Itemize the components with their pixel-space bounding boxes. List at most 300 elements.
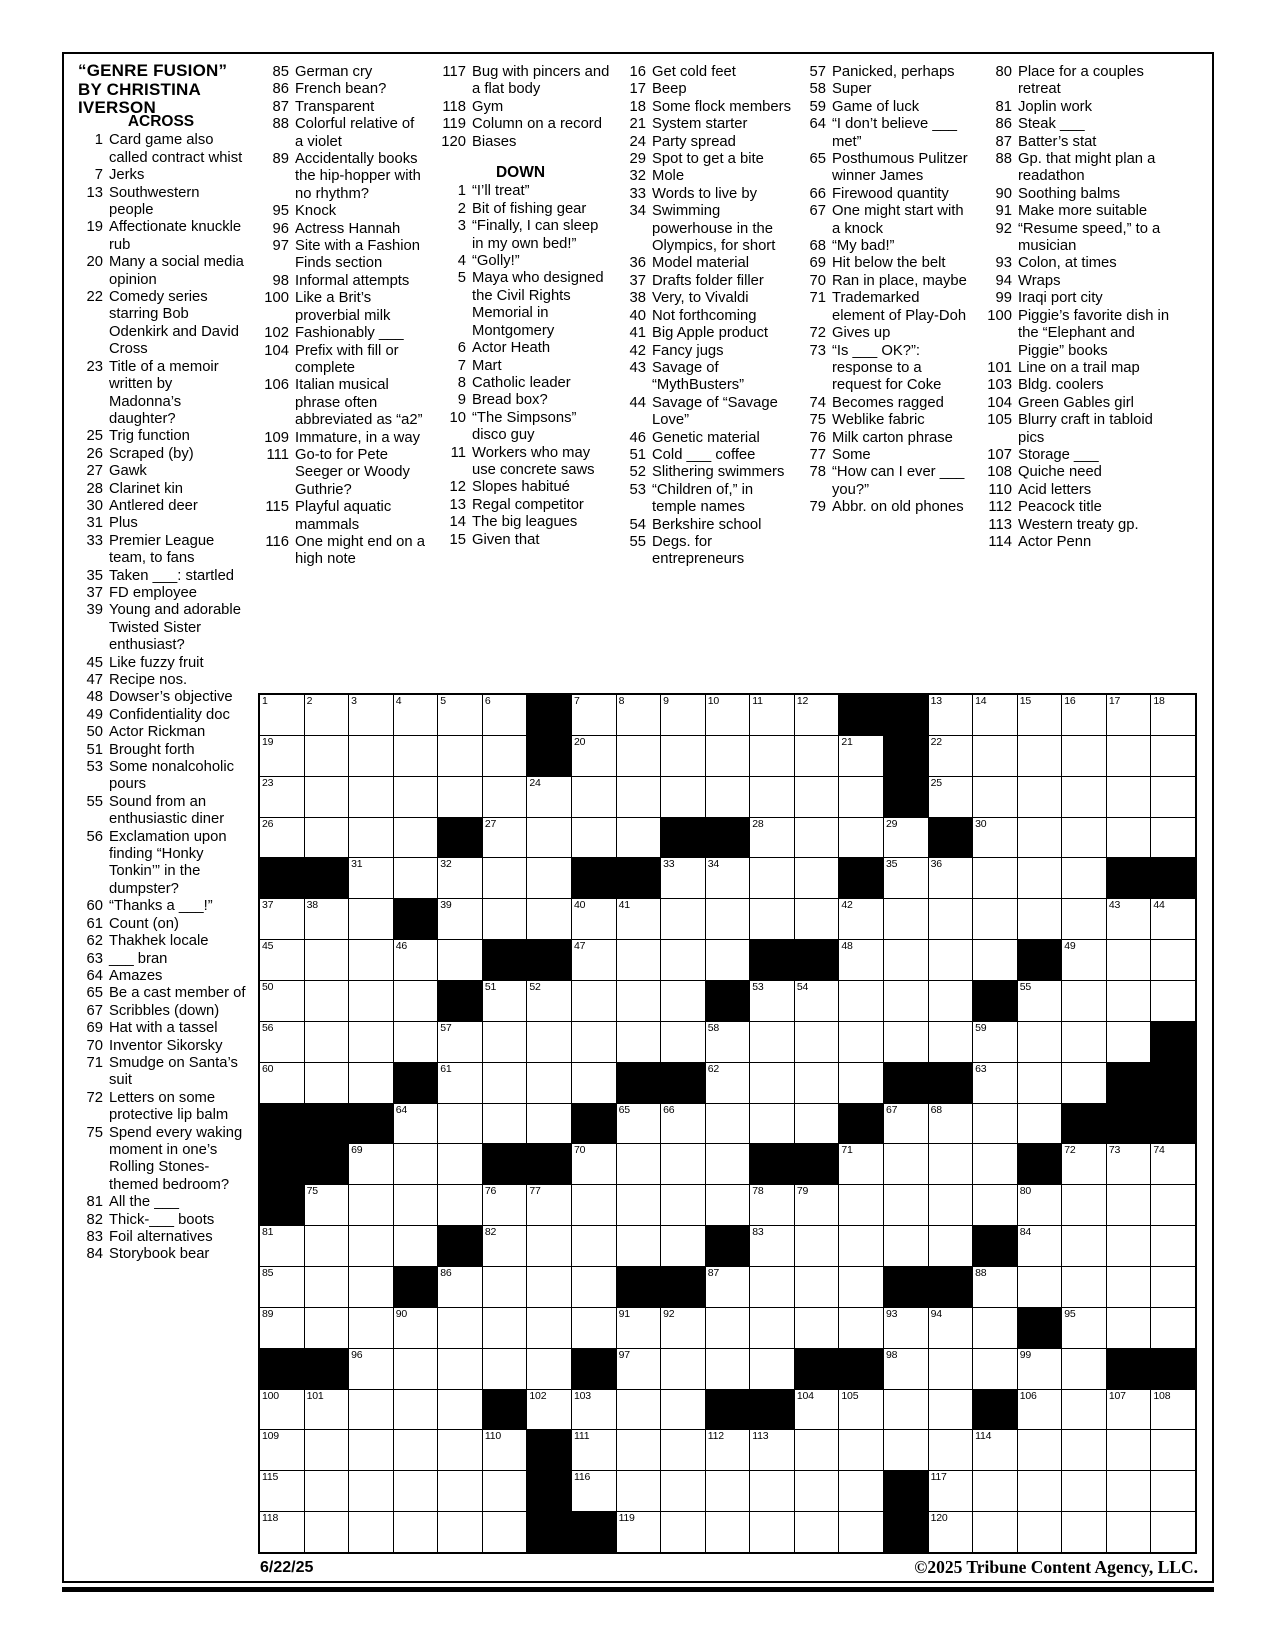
grid-cell[interactable] <box>438 1390 482 1430</box>
grid-cell[interactable] <box>795 1471 839 1511</box>
grid-cell[interactable] <box>661 777 705 817</box>
grid-cell[interactable] <box>349 1390 393 1430</box>
grid-cell[interactable] <box>349 858 393 898</box>
grid-cell[interactable] <box>483 736 527 776</box>
grid-cell[interactable] <box>572 940 616 980</box>
grid-cell[interactable] <box>527 1185 571 1225</box>
grid-cell[interactable] <box>438 1512 482 1552</box>
grid-cell[interactable] <box>929 940 973 980</box>
grid-cell[interactable] <box>1107 899 1151 939</box>
grid-cell[interactable] <box>1062 1185 1106 1225</box>
grid-cell[interactable] <box>661 1349 705 1389</box>
grid-cell[interactable] <box>527 1390 571 1430</box>
grid-cell[interactable] <box>929 1471 973 1511</box>
grid-cell[interactable] <box>1062 1430 1106 1470</box>
grid-cell[interactable] <box>617 736 661 776</box>
grid-cell[interactable] <box>483 777 527 817</box>
grid-cell[interactable] <box>929 1430 973 1470</box>
grid-cell[interactable] <box>1018 818 1062 858</box>
grid-cell[interactable] <box>795 736 839 776</box>
grid-cell[interactable] <box>572 1022 616 1062</box>
grid-cell[interactable] <box>973 1512 1017 1552</box>
grid-cell[interactable] <box>260 695 304 735</box>
grid-cell[interactable] <box>973 777 1017 817</box>
grid-cell[interactable] <box>661 695 705 735</box>
grid-cell[interactable] <box>1107 981 1151 1021</box>
grid-cell[interactable] <box>973 1471 1017 1511</box>
grid-cell[interactable] <box>795 1104 839 1144</box>
grid-cell[interactable] <box>617 1390 661 1430</box>
grid-cell[interactable] <box>706 1022 750 1062</box>
grid-cell[interactable] <box>1151 736 1195 776</box>
grid-cell[interactable] <box>1018 981 1062 1021</box>
grid-cell[interactable] <box>795 1267 839 1307</box>
grid-cell[interactable] <box>929 1390 973 1430</box>
grid-cell[interactable] <box>706 1063 750 1103</box>
grid-cell[interactable] <box>349 1471 393 1511</box>
grid-cell[interactable] <box>617 1349 661 1389</box>
grid-cell[interactable] <box>572 1267 616 1307</box>
grid-cell[interactable] <box>260 981 304 1021</box>
grid-cell[interactable] <box>795 1308 839 1348</box>
grid-cell[interactable] <box>795 1390 839 1430</box>
grid-cell[interactable] <box>349 818 393 858</box>
grid-cell[interactable] <box>527 777 571 817</box>
grid-cell[interactable] <box>394 1144 438 1184</box>
grid-cell[interactable] <box>617 1308 661 1348</box>
grid-cell[interactable] <box>1107 1512 1151 1552</box>
grid-cell[interactable] <box>1018 1185 1062 1225</box>
grid-cell[interactable] <box>973 1349 1017 1389</box>
grid-cell[interactable] <box>349 981 393 1021</box>
grid-cell[interactable] <box>305 1022 349 1062</box>
grid-cell[interactable] <box>1151 940 1195 980</box>
grid-cell[interactable] <box>884 1308 928 1348</box>
grid-cell[interactable] <box>349 1308 393 1348</box>
grid-cell[interactable] <box>483 1185 527 1225</box>
grid-cell[interactable] <box>1107 1022 1151 1062</box>
grid-cell[interactable] <box>527 858 571 898</box>
grid-cell[interactable] <box>483 1104 527 1144</box>
grid-cell[interactable] <box>973 1185 1017 1225</box>
grid-cell[interactable] <box>795 1063 839 1103</box>
grid-cell[interactable] <box>706 1104 750 1144</box>
grid-cell[interactable] <box>483 858 527 898</box>
grid-cell[interactable] <box>1018 858 1062 898</box>
grid-cell[interactable] <box>394 736 438 776</box>
grid-cell[interactable] <box>706 1267 750 1307</box>
grid-cell[interactable] <box>929 695 973 735</box>
grid-cell[interactable] <box>260 736 304 776</box>
grid-cell[interactable] <box>839 736 883 776</box>
grid-cell[interactable] <box>1062 1226 1106 1266</box>
grid-cell[interactable] <box>1062 1512 1106 1552</box>
grid-cell[interactable] <box>706 1144 750 1184</box>
grid-cell[interactable] <box>1151 1308 1195 1348</box>
grid-cell[interactable] <box>750 695 794 735</box>
grid-cell[interactable] <box>260 1512 304 1552</box>
grid-cell[interactable] <box>1062 1390 1106 1430</box>
grid-cell[interactable] <box>750 1022 794 1062</box>
grid-cell[interactable] <box>1107 1471 1151 1511</box>
grid-cell[interactable] <box>483 899 527 939</box>
grid-cell[interactable] <box>884 981 928 1021</box>
grid-cell[interactable] <box>483 1267 527 1307</box>
grid-cell[interactable] <box>1151 1430 1195 1470</box>
grid-cell[interactable] <box>617 1430 661 1470</box>
grid-cell[interactable] <box>260 1226 304 1266</box>
grid-cell[interactable] <box>1018 695 1062 735</box>
grid-cell[interactable] <box>483 818 527 858</box>
grid-cell[interactable] <box>617 1512 661 1552</box>
grid-cell[interactable] <box>438 695 482 735</box>
grid-cell[interactable] <box>438 858 482 898</box>
grid-cell[interactable] <box>1018 736 1062 776</box>
grid-cell[interactable] <box>1062 1022 1106 1062</box>
grid-cell[interactable] <box>929 899 973 939</box>
grid-cell[interactable] <box>483 1430 527 1470</box>
grid-cell[interactable] <box>527 1022 571 1062</box>
grid-cell[interactable] <box>750 1471 794 1511</box>
grid-cell[interactable] <box>1062 818 1106 858</box>
grid-cell[interactable] <box>706 1349 750 1389</box>
grid-cell[interactable] <box>839 940 883 980</box>
grid-cell[interactable] <box>706 1430 750 1470</box>
grid-cell[interactable] <box>1018 899 1062 939</box>
grid-cell[interactable] <box>1151 1390 1195 1430</box>
grid-cell[interactable] <box>260 777 304 817</box>
grid-cell[interactable] <box>1018 1512 1062 1552</box>
grid-cell[interactable] <box>349 940 393 980</box>
grid-cell[interactable] <box>349 1185 393 1225</box>
grid-cell[interactable] <box>750 1226 794 1266</box>
grid-cell[interactable] <box>884 1226 928 1266</box>
grid-cell[interactable] <box>1107 1185 1151 1225</box>
grid-cell[interactable] <box>305 940 349 980</box>
grid-cell[interactable] <box>572 777 616 817</box>
grid-cell[interactable] <box>394 818 438 858</box>
grid-cell[interactable] <box>483 1471 527 1511</box>
grid-cell[interactable] <box>1107 1267 1151 1307</box>
grid-cell[interactable] <box>305 818 349 858</box>
grid-cell[interactable] <box>795 1512 839 1552</box>
grid-cell[interactable] <box>929 1308 973 1348</box>
grid-cell[interactable] <box>1018 1226 1062 1266</box>
grid-cell[interactable] <box>973 736 1017 776</box>
grid-cell[interactable] <box>750 1063 794 1103</box>
grid-cell[interactable] <box>929 858 973 898</box>
grid-cell[interactable] <box>973 818 1017 858</box>
grid-cell[interactable] <box>617 818 661 858</box>
grid-cell[interactable] <box>617 1185 661 1225</box>
grid-cell[interactable] <box>305 1512 349 1552</box>
grid-cell[interactable] <box>394 1390 438 1430</box>
grid-cell[interactable] <box>260 899 304 939</box>
grid-cell[interactable] <box>1107 1390 1151 1430</box>
grid-cell[interactable] <box>661 1390 705 1430</box>
grid-cell[interactable] <box>661 858 705 898</box>
grid-cell[interactable] <box>1151 1144 1195 1184</box>
grid-cell[interactable] <box>839 777 883 817</box>
grid-cell[interactable] <box>527 818 571 858</box>
grid-cell[interactable] <box>1062 1471 1106 1511</box>
grid-cell[interactable] <box>661 1144 705 1184</box>
grid-cell[interactable] <box>1151 1267 1195 1307</box>
grid-cell[interactable] <box>973 695 1017 735</box>
grid-cell[interactable] <box>750 1349 794 1389</box>
grid-cell[interactable] <box>349 695 393 735</box>
grid-cell[interactable] <box>260 1063 304 1103</box>
grid-cell[interactable] <box>438 1308 482 1348</box>
grid-cell[interactable] <box>750 1430 794 1470</box>
grid-cell[interactable] <box>929 1349 973 1389</box>
grid-cell[interactable] <box>750 1104 794 1144</box>
grid-cell[interactable] <box>839 1308 883 1348</box>
grid-cell[interactable] <box>1062 899 1106 939</box>
grid-cell[interactable] <box>349 899 393 939</box>
grid-cell[interactable] <box>617 899 661 939</box>
grid-cell[interactable] <box>1062 981 1106 1021</box>
grid-cell[interactable] <box>1151 695 1195 735</box>
grid-cell[interactable] <box>527 1104 571 1144</box>
grid-cell[interactable] <box>929 1512 973 1552</box>
grid-cell[interactable] <box>706 858 750 898</box>
grid-cell[interactable] <box>305 1390 349 1430</box>
grid-cell[interactable] <box>839 1430 883 1470</box>
grid-cell[interactable] <box>394 1308 438 1348</box>
grid-cell[interactable] <box>305 1308 349 1348</box>
grid-cell[interactable] <box>572 1226 616 1266</box>
grid-cell[interactable] <box>305 1185 349 1225</box>
grid-cell[interactable] <box>483 1308 527 1348</box>
grid-cell[interactable] <box>973 1144 1017 1184</box>
grid-cell[interactable] <box>394 1349 438 1389</box>
grid-cell[interactable] <box>884 1144 928 1184</box>
grid-cell[interactable] <box>929 1022 973 1062</box>
grid-cell[interactable] <box>305 736 349 776</box>
grid-cell[interactable] <box>572 1430 616 1470</box>
grid-cell[interactable] <box>349 1226 393 1266</box>
grid-cell[interactable] <box>1062 695 1106 735</box>
grid-cell[interactable] <box>1062 777 1106 817</box>
grid-cell[interactable] <box>1151 1471 1195 1511</box>
grid-cell[interactable] <box>483 1022 527 1062</box>
grid-cell[interactable] <box>973 858 1017 898</box>
grid-cell[interactable] <box>572 1471 616 1511</box>
grid-cell[interactable] <box>617 695 661 735</box>
grid-cell[interactable] <box>795 981 839 1021</box>
grid-cell[interactable] <box>661 736 705 776</box>
grid-cell[interactable] <box>394 1430 438 1470</box>
grid-cell[interactable] <box>1151 1185 1195 1225</box>
grid-cell[interactable] <box>260 1308 304 1348</box>
grid-cell[interactable] <box>349 736 393 776</box>
grid-cell[interactable] <box>839 1471 883 1511</box>
grid-cell[interactable] <box>1107 736 1151 776</box>
grid-cell[interactable] <box>929 1226 973 1266</box>
grid-cell[interactable] <box>750 1185 794 1225</box>
grid-cell[interactable] <box>1018 1063 1062 1103</box>
grid-cell[interactable] <box>661 1185 705 1225</box>
grid-cell[interactable] <box>394 858 438 898</box>
grid-cell[interactable] <box>1107 1144 1151 1184</box>
grid-cell[interactable] <box>1062 1144 1106 1184</box>
grid-cell[interactable] <box>839 1185 883 1225</box>
grid-cell[interactable] <box>305 1471 349 1511</box>
grid-cell[interactable] <box>438 1144 482 1184</box>
grid-cell[interactable] <box>839 1022 883 1062</box>
grid-cell[interactable] <box>438 1022 482 1062</box>
grid-cell[interactable] <box>795 1185 839 1225</box>
grid-cell[interactable] <box>394 1471 438 1511</box>
grid-cell[interactable] <box>706 940 750 980</box>
grid-cell[interactable] <box>260 818 304 858</box>
grid-cell[interactable] <box>661 1430 705 1470</box>
grid-cell[interactable] <box>661 981 705 1021</box>
grid-cell[interactable] <box>795 1022 839 1062</box>
grid-cell[interactable] <box>617 1226 661 1266</box>
grid-cell[interactable] <box>438 1104 482 1144</box>
grid-cell[interactable] <box>617 981 661 1021</box>
grid-cell[interactable] <box>617 1144 661 1184</box>
grid-cell[interactable] <box>661 1104 705 1144</box>
grid-cell[interactable] <box>973 1430 1017 1470</box>
grid-cell[interactable] <box>394 1226 438 1266</box>
grid-cell[interactable] <box>527 1349 571 1389</box>
grid-cell[interactable] <box>973 899 1017 939</box>
grid-cell[interactable] <box>483 1063 527 1103</box>
grid-cell[interactable] <box>305 981 349 1021</box>
grid-cell[interactable] <box>929 777 973 817</box>
grid-cell[interactable] <box>527 981 571 1021</box>
grid-cell[interactable] <box>394 777 438 817</box>
grid-cell[interactable] <box>572 1390 616 1430</box>
grid-cell[interactable] <box>1062 736 1106 776</box>
grid-cell[interactable] <box>1151 1512 1195 1552</box>
grid-cell[interactable] <box>1018 1390 1062 1430</box>
grid-cell[interactable] <box>1151 1226 1195 1266</box>
grid-cell[interactable] <box>527 1308 571 1348</box>
grid-cell[interactable] <box>394 695 438 735</box>
grid-cell[interactable] <box>929 736 973 776</box>
grid-cell[interactable] <box>394 1512 438 1552</box>
grid-cell[interactable] <box>617 1104 661 1144</box>
grid-cell[interactable] <box>661 1226 705 1266</box>
grid-cell[interactable] <box>795 899 839 939</box>
grid-cell[interactable] <box>1107 940 1151 980</box>
grid-cell[interactable] <box>527 1267 571 1307</box>
grid-cell[interactable] <box>750 1308 794 1348</box>
grid-cell[interactable] <box>929 1185 973 1225</box>
grid-cell[interactable] <box>795 858 839 898</box>
grid-cell[interactable] <box>305 777 349 817</box>
grid-cell[interactable] <box>1151 899 1195 939</box>
grid-cell[interactable] <box>349 1349 393 1389</box>
grid-cell[interactable] <box>572 981 616 1021</box>
grid-cell[interactable] <box>1018 1349 1062 1389</box>
grid-cell[interactable] <box>394 1185 438 1225</box>
grid-cell[interactable] <box>572 736 616 776</box>
grid-cell[interactable] <box>661 1022 705 1062</box>
grid-cell[interactable] <box>884 1185 928 1225</box>
grid-cell[interactable] <box>349 1144 393 1184</box>
grid-cell[interactable] <box>706 899 750 939</box>
grid-cell[interactable] <box>973 1022 1017 1062</box>
grid-cell[interactable] <box>884 940 928 980</box>
grid-cell[interactable] <box>305 899 349 939</box>
grid-cell[interactable] <box>750 777 794 817</box>
grid-cell[interactable] <box>483 981 527 1021</box>
grid-cell[interactable] <box>973 1104 1017 1144</box>
grid-cell[interactable] <box>483 1349 527 1389</box>
grid-cell[interactable] <box>750 899 794 939</box>
grid-cell[interactable] <box>795 777 839 817</box>
grid-cell[interactable] <box>884 1390 928 1430</box>
grid-cell[interactable] <box>438 1267 482 1307</box>
grid-cell[interactable] <box>750 1267 794 1307</box>
grid-cell[interactable] <box>349 1022 393 1062</box>
grid-cell[interactable] <box>839 818 883 858</box>
grid-cell[interactable] <box>1062 1308 1106 1348</box>
grid-cell[interactable] <box>527 899 571 939</box>
grid-cell[interactable] <box>795 1430 839 1470</box>
grid-cell[interactable] <box>572 1185 616 1225</box>
grid-cell[interactable] <box>438 1063 482 1103</box>
grid-cell[interactable] <box>884 818 928 858</box>
grid-cell[interactable] <box>795 818 839 858</box>
grid-cell[interactable] <box>394 1022 438 1062</box>
grid-cell[interactable] <box>973 1267 1017 1307</box>
grid-cell[interactable] <box>617 940 661 980</box>
grid-cell[interactable] <box>527 1226 571 1266</box>
grid-cell[interactable] <box>305 1063 349 1103</box>
grid-cell[interactable] <box>260 1022 304 1062</box>
grid-cell[interactable] <box>1062 1063 1106 1103</box>
grid-cell[interactable] <box>839 1512 883 1552</box>
grid-cell[interactable] <box>973 1063 1017 1103</box>
grid-cell[interactable] <box>349 777 393 817</box>
grid-cell[interactable] <box>661 899 705 939</box>
grid-cell[interactable] <box>305 1430 349 1470</box>
grid-cell[interactable] <box>349 1430 393 1470</box>
grid-cell[interactable] <box>617 1471 661 1511</box>
grid-cell[interactable] <box>1018 1022 1062 1062</box>
grid-cell[interactable] <box>706 736 750 776</box>
grid-cell[interactable] <box>929 1144 973 1184</box>
grid-cell[interactable] <box>1018 1471 1062 1511</box>
grid-cell[interactable] <box>1062 1267 1106 1307</box>
grid-cell[interactable] <box>305 695 349 735</box>
grid-cell[interactable] <box>572 1308 616 1348</box>
grid-cell[interactable] <box>394 981 438 1021</box>
grid-cell[interactable] <box>750 818 794 858</box>
grid-cell[interactable] <box>973 940 1017 980</box>
grid-cell[interactable] <box>260 1267 304 1307</box>
grid-cell[interactable] <box>661 1471 705 1511</box>
grid-cell[interactable] <box>884 899 928 939</box>
grid-cell[interactable] <box>305 1267 349 1307</box>
grid-cell[interactable] <box>572 1144 616 1184</box>
grid-cell[interactable] <box>1107 777 1151 817</box>
grid-cell[interactable] <box>839 1226 883 1266</box>
grid-cell[interactable] <box>572 818 616 858</box>
grid-cell[interactable] <box>884 1430 928 1470</box>
grid-cell[interactable] <box>260 940 304 980</box>
grid-cell[interactable] <box>1151 777 1195 817</box>
grid-cell[interactable] <box>706 1512 750 1552</box>
grid-cell[interactable] <box>884 858 928 898</box>
grid-cell[interactable] <box>349 1512 393 1552</box>
